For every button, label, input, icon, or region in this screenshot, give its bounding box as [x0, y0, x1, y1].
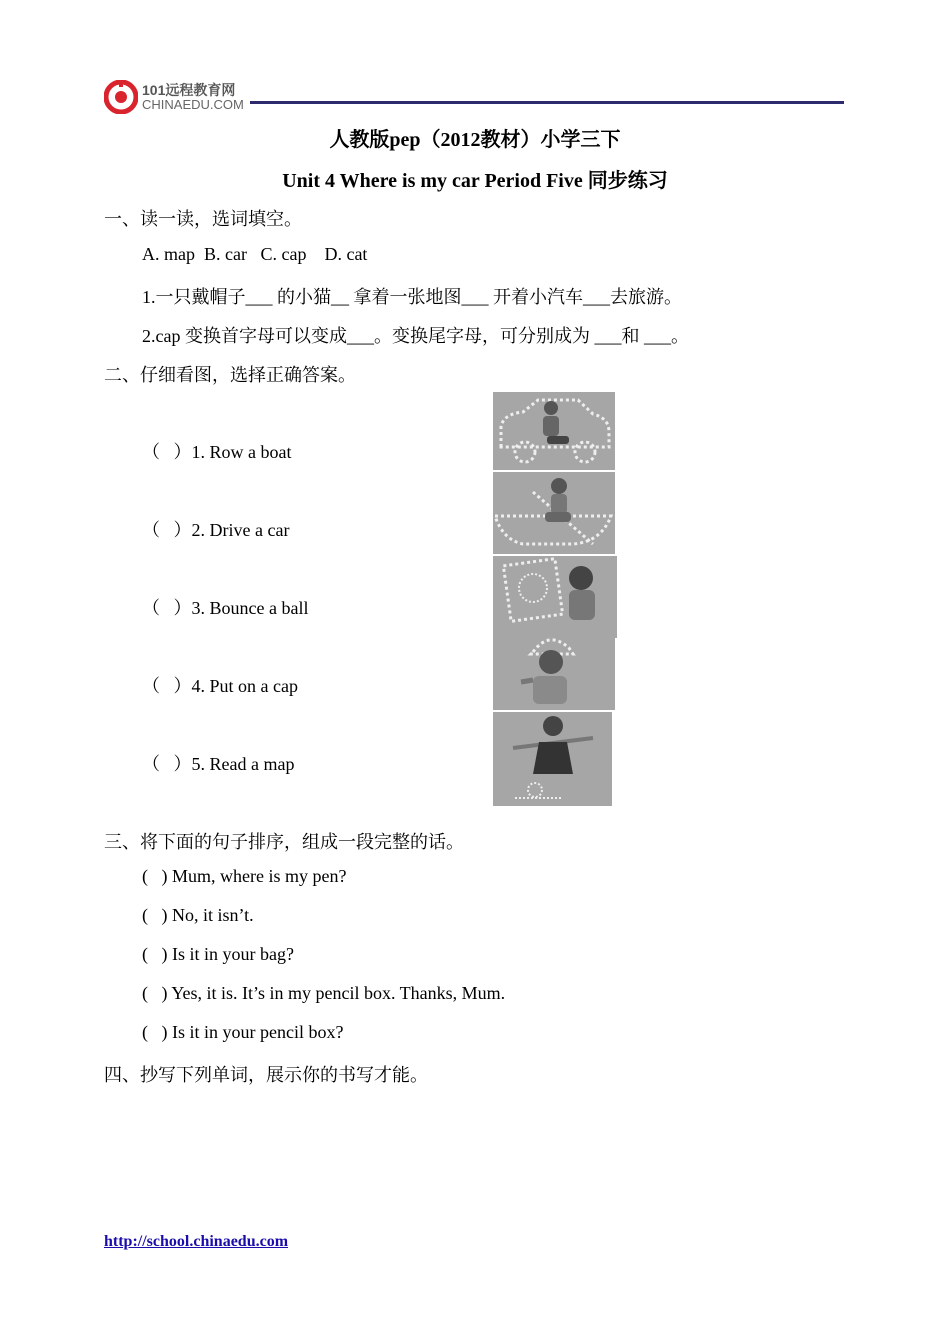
order-item-1: ( ) Mum, where is my pen?: [142, 866, 347, 886]
answer-blank[interactable]: （ ）: [142, 520, 192, 540]
section1-question1: 1.一只戴帽子___ 的小猫__ 拿着一张地图___ 开着小汽车___去旅游。: [142, 287, 682, 307]
footer-link[interactable]: http://school.chinaedu.com: [104, 1233, 289, 1250]
map-picture: [493, 556, 617, 638]
section1-question2: 2.cap 变换首字母可以变成___。变换尾字母，可分别成为 ___和 ___。: [142, 326, 689, 346]
order-item-4: ( ) Yes, it is. It’s in my pencil box. Thanks, Mum.: [142, 983, 506, 1003]
answer-blank[interactable]: （ ）: [142, 442, 192, 462]
section1-heading: 一、读一读，选词填空。: [104, 209, 302, 229]
section1-options: A. map B. car C. cap D. cat: [142, 244, 368, 264]
choice-item-1: [142, 438, 291, 464]
order-item-2: ( ) No, it isn’t.: [142, 905, 254, 925]
car-picture: [493, 392, 615, 470]
page-title: 人教版pep（2012教材）小学三下: [329, 129, 621, 151]
section3-heading: 三、将下面的句子排序，组成一段完整的话。: [104, 832, 464, 852]
choice-text: 1. Row a boat: [191, 442, 292, 462]
choice-text: 3. Bounce a ball: [191, 598, 309, 618]
choice-item-3: [142, 594, 308, 620]
choice-item-2: [142, 516, 289, 542]
choice-text: 4. Put on a cap: [191, 676, 298, 696]
choice-text: 2. Drive a car: [191, 520, 290, 540]
logo-title: 101远程教育网: [142, 82, 236, 98]
section2-heading: 二、仔细看图，选择正确答案。: [104, 365, 356, 385]
header-divider: [250, 101, 844, 104]
logo-subtitle: CHINAEDU.COM: [142, 97, 244, 112]
choice-text: 5. Read a map: [191, 754, 295, 774]
car-icon: [493, 392, 615, 470]
order-item-5: ( ) Is it in your pencil box?: [142, 1022, 344, 1042]
chinaedu-logo: [104, 80, 249, 116]
boat-icon: [493, 472, 615, 554]
boat-picture: [493, 472, 615, 554]
answer-blank[interactable]: （ ）: [142, 676, 192, 696]
choice-item-5: [142, 750, 294, 776]
cap-icon: [493, 630, 615, 710]
map-icon: [493, 556, 617, 638]
answer-blank[interactable]: （ ）: [142, 754, 192, 774]
choice-item-4: [142, 672, 298, 698]
ball-picture: [493, 712, 612, 806]
page-subtitle: Unit 4 Where is my car Period Five 同步练习: [282, 170, 668, 192]
answer-blank[interactable]: （ ）: [142, 598, 192, 618]
section4-heading: 四、抄写下列单词，展示你的书写才能。: [104, 1065, 428, 1085]
logo-mark-icon: [104, 80, 138, 114]
order-item-3: ( ) Is it in your bag?: [142, 944, 294, 964]
ball-icon: [493, 712, 612, 806]
cap-picture: [493, 630, 615, 710]
